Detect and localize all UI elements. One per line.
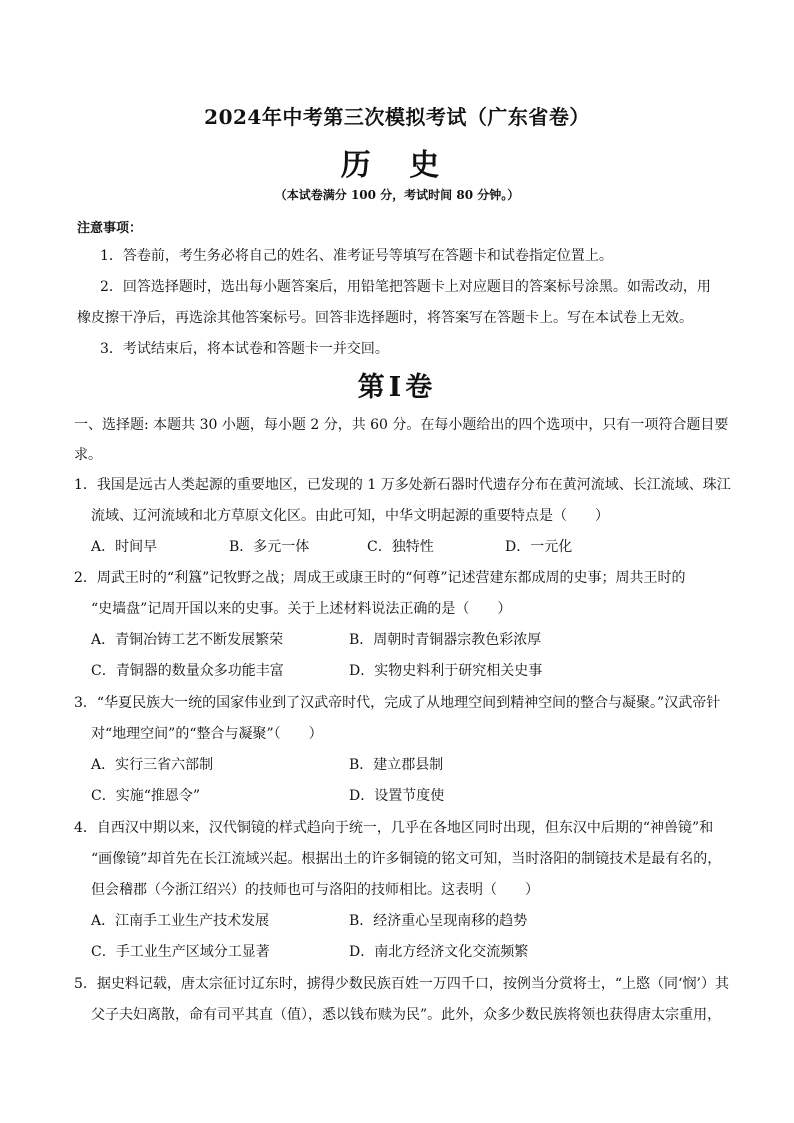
question-2-options — [91, 625, 731, 687]
exam-meta: （本试卷满分 100 分，考试时间 80 分钟。） — [274, 188, 520, 202]
option-d[interactable]: D．实物史料利于研究相关史事 — [349, 663, 543, 679]
option-c[interactable]: C．手工业生产区域分工显著 — [91, 944, 270, 960]
option-c[interactable]: C．青铜器的数量众多功能丰富 — [91, 663, 284, 679]
question-3 — [74, 688, 736, 750]
option-c[interactable]: C．独特性 — [367, 539, 434, 555]
option-a[interactable]: A．青铜冶铸工艺不断发展繁荣 — [91, 632, 284, 648]
option-a[interactable]: A．实行三省六部制 — [91, 757, 214, 773]
question-5 — [74, 969, 736, 1031]
question-4 — [74, 813, 736, 906]
question-4-options — [91, 906, 731, 968]
question-stem-continued: 父子夫妇离散，命有司平其直（值），悉以钱布赎为民”。此外，众多少数民族将领也获得唐太宗重用， — [91, 1007, 722, 1023]
notice-item: 1．答卷前，考生务必将自己的姓名、准考证号等填写在答题卡和试卷指定位置上。 — [100, 248, 613, 264]
notice-list — [77, 241, 727, 365]
subject-title: 历 史 — [340, 148, 454, 183]
notice-item: 3．考试结束后，将本试卷和答题卡一并交回。 — [100, 341, 389, 357]
question-stem: 3．“华夏民族大一统的国家伟业到了汉武帝时代，完成了从地理空间到精神空间的整合与凝聚。”汉武帝针 — [74, 695, 721, 711]
option-a[interactable]: A．时间早 — [91, 539, 158, 555]
option-a[interactable]: A．江南手工业生产技术发展 — [91, 913, 270, 929]
section-line: 求。 — [74, 447, 102, 463]
option-b[interactable]: B．建立郡县制 — [349, 757, 444, 773]
exam-title: 2024年中考第三次模拟考试（广东省卷） — [204, 105, 590, 129]
option-d[interactable]: D．设置节度使 — [349, 788, 445, 804]
section-instructions — [74, 410, 734, 470]
option-b[interactable]: B．多元一体 — [229, 539, 310, 555]
notice-item: 2．回答选择题时，选出每小题答案后，用铅笔把答题卡上对应题目的答案标号涂黑。如需改动，用 — [100, 279, 711, 295]
question-stem: 1．我国是远古人类起源的重要地区，已发现的 1 万多处新石器时代遗存分布在黄河流域、长江流域、珠江 — [74, 477, 731, 493]
question-stem: 4．自西汉中期以来，汉代铜镜的样式趋向于统一，几乎在各地区同时出现，但东汉中后期的“神兽镜”和 — [74, 820, 714, 836]
option-d[interactable]: D．南北方经济文化交流频繁 — [349, 944, 529, 960]
question-stem-continued: 对“地理空间”的“整合与凝聚”（ ） — [91, 726, 323, 742]
question-stem-continued: 流域、辽河流域和北方草原文化区。由此可知，中华文明起源的重要特点是（ ） — [91, 508, 609, 524]
section-line: 一、选择题: 本题共 30 小题，每小题 2 分，共 60 分。在每小题给出的四个选项中，只有一项符合题目要 — [74, 417, 729, 433]
question-1 — [74, 470, 736, 532]
question-stem-continued: “画像镜”却首先在长江流域兴起。根据出土的许多铜镜的铭文可知，当时洛阳的制镜技术是最有名的， — [91, 851, 722, 867]
option-c[interactable]: C．实施“推恩令” — [91, 788, 201, 804]
question-1-options — [91, 532, 731, 563]
option-b[interactable]: B．周朝时青铜器宗教色彩浓厚 — [349, 632, 542, 648]
notice-item-continued: 橡皮擦干净后，再选涂其他答案标号。回答非选择题时，将答案写在答题卡上。写在本试卷上无效。 — [77, 310, 693, 326]
question-2 — [74, 563, 736, 625]
question-stem: 2．周武王时的“利簋”记牧野之战；周成王或康王时的“何尊”记述营建东都成周的史事；周共王时的 — [74, 570, 686, 586]
notice-heading: 注意事项： — [77, 221, 143, 236]
option-b[interactable]: B．经济重心呈现南移的趋势 — [349, 913, 528, 929]
question-stem-continued: 但会稽郡（今浙江绍兴）的技师也可与洛阳的技师相比。这表明（ ） — [91, 882, 539, 898]
question-3-options — [91, 750, 731, 812]
volume-heading: 第Ⅰ卷 — [357, 372, 437, 403]
option-d[interactable]: D．一元化 — [505, 539, 573, 555]
question-stem-continued: “史墙盘”记周开国以来的史事。关于上述材料说法正确的是（ ） — [91, 601, 512, 617]
question-stem: 5．据史料记载，唐太宗征讨辽东时，掳得少数民族百姓一万四千口，按例当分赏将士，“上愍（同‘悯’）其 — [74, 976, 729, 992]
